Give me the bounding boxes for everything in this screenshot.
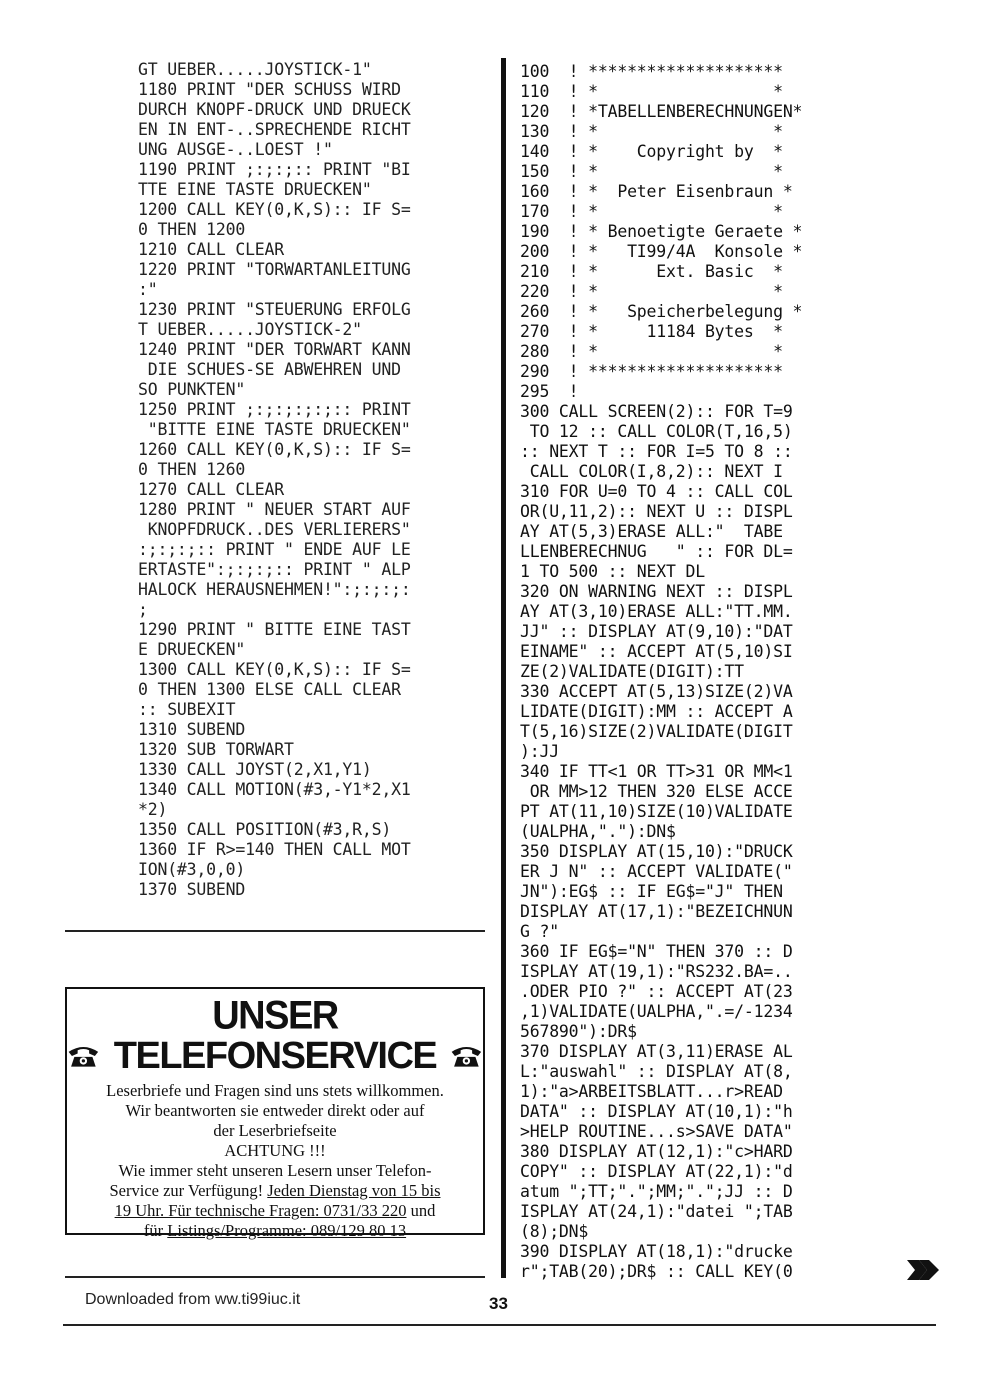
ad-title-row [67,1035,483,1077]
code-line: ISPLAY AT(24,1):"datei ";TAB [520,1202,793,1221]
ad-title-line1: UNSER [212,993,338,1039]
right-code-listing [520,62,880,1282]
ad-text-fragment: und [406,1201,436,1220]
code-line: 1220 PRINT "TORWARTANLEITUNG [138,260,411,279]
code-line: ,1)VALIDATE(UALPHA,".=/-1234 [520,1002,793,1021]
telephone-icon [67,1041,100,1071]
code-line: CALL COLOR(I,8,2):: NEXT I [520,462,783,481]
code-line: LLENBERECHNUG " :: FOR DL= [520,542,793,561]
ad-text-line: Wir beantworten sie entweder direkt oder auf [125,1101,425,1120]
code-line: ):JJ [520,742,559,761]
code-line: 390 DISPLAY AT(18,1):"drucke [520,1242,793,1261]
code-line: 1370 SUBEND [138,880,246,899]
code-line: SO PUNKTEN" [138,380,246,399]
code-line: 1350 CALL POSITION(#3,R,S) [138,820,392,839]
ad-text-line [67,1201,483,1221]
ad-technical-phone: 19 Uhr. Für technische Fragen: 0731/33 220 [114,1201,407,1220]
code-line: :" [138,280,158,299]
code-line: 1230 PRINT "STEUERUNG ERFOLG [138,300,411,319]
code-line: 140 ! * Copyright by * [520,142,783,161]
code-line: 1280 PRINT " NEUER START AUF [138,500,411,519]
ad-text-line: Wie immer steht unseren Lesern unser Telefon- [118,1161,432,1180]
code-line: DIE SCHUES-SE ABWEHREN UND [138,360,401,379]
code-line: 1210 CALL CLEAR [138,240,285,259]
code-line: 1340 CALL MOTION(#3,-Y1*2,X1 [138,780,411,799]
double-arrow-continue-icon [905,1258,941,1282]
code-line: 1260 CALL KEY(0,K,S):: IF S= [138,440,411,459]
code-line: 200 ! * TI99/4A Konsole * [520,242,803,261]
column-divider [501,58,506,1278]
code-line: 360 IF EG$="N" THEN 370 :: D [520,942,793,961]
ad-title-line2: TELEFONSERVICE [113,1035,437,1077]
code-line: DURCH KNOPF-DRUCK UND DRUECK [138,100,411,119]
footer-rule [63,1324,936,1326]
code-line: (8);DN$ [520,1222,589,1241]
code-line: 150 ! * * [520,162,783,181]
code-line: AY AT(3,10)ERASE ALL:"TT.MM. [520,602,793,621]
code-line: 1300 CALL KEY(0,K,S):: IF S= [138,660,411,679]
code-line: 340 IF TT<1 OR TT>31 OR MM<1 [520,762,793,781]
code-line: 1290 PRINT " BITTE EINE TAST [138,620,411,639]
code-line: 1180 PRINT "DER SCHUSS WIRD [138,80,401,99]
ad-text-line: der Leserbriefseite [213,1121,337,1140]
ad-listings-phone: Listings/Programme: 089/129 80 13 [167,1221,407,1240]
code-line: OR MM>12 THEN 320 ELSE ACCE [520,782,793,801]
ad-attention: ACHTUNG !!! [224,1141,326,1160]
code-line: ER J N" :: ACCEPT VALIDATE(" [520,862,793,881]
code-line: 300 CALL SCREEN(2):: FOR T=9 [520,402,793,421]
code-line: E DRUECKEN" [138,640,246,659]
code-line: L:"auswahl" :: DISPLAY AT(8, [520,1062,793,1081]
code-line: 370 DISPLAY AT(3,11)ERASE AL [520,1042,793,1061]
code-line: 1330 CALL JOYST(2,X1,Y1) [138,760,372,779]
ad-text-line [67,1181,483,1201]
code-line: :;:;:;:: PRINT " ENDE AUF LE [138,540,411,559]
code-line: 110 ! * * [520,82,783,101]
code-line: 1360 IF R>=140 THEN CALL MOT [138,840,411,859]
code-line: ION(#3,0,0) [138,860,246,879]
code-line: r";TAB(20);DR$ :: CALL KEY(0 [520,1262,793,1281]
code-line: 1200 CALL KEY(0,K,S):: IF S= [138,200,411,219]
code-line: 1270 CALL CLEAR [138,480,285,499]
code-line: >HELP ROUTINE...s>SAVE DATA" [520,1122,793,1141]
code-line: ; [138,600,148,619]
code-line: 350 DISPLAY AT(15,10):"DRUCK [520,842,793,861]
code-line: 380 DISPLAY AT(12,1):"c>HARD [520,1142,793,1161]
code-line: *2) [138,800,168,819]
code-line: :: NEXT T :: FOR I=5 TO 8 :: [520,442,793,461]
ad-text-line: Leserbriefe und Fragen sind uns stets willkommen. [106,1081,444,1100]
code-line: "BITTE EINE TASTE DRUECKEN" [138,420,411,439]
code-line: ERTASTE":;:;:;:: PRINT " ALP [138,560,411,579]
code-line: COPY" :: DISPLAY AT(22,1):"d [520,1162,793,1181]
code-line: LIDATE(DIGIT):MM :: ACCEPT A [520,702,793,721]
code-line: 170 ! * * [520,202,783,221]
code-line: ZE(2)VALIDATE(DIGIT):TT [520,662,744,681]
code-line: 280 ! * * [520,342,783,361]
code-line: 0 THEN 1300 ELSE CALL CLEAR [138,680,401,699]
code-line: 0 THEN 1260 [138,460,246,479]
ad-schedule: Jeden Dienstag von 15 bis [267,1181,441,1200]
code-line: JJ" :: DISPLAY AT(9,10):"DAT [520,622,793,641]
code-line: OR(U,11,2):: NEXT U :: DISPL [520,502,793,521]
code-line: 260 ! * Speicherbelegung * [520,302,803,321]
code-line: 220 ! * * [520,282,783,301]
code-line: 290 ! ******************** [520,362,783,381]
code-line: :: SUBEXIT [138,700,236,719]
code-line: HALOCK HERAUSNEHMEN!":;:;:;: [138,580,411,599]
code-line: EN IN ENT-..SPRECHENDE RICHT [138,120,411,139]
ad-text-line [67,1221,483,1241]
telefonservice-ad [65,987,485,1240]
code-line: 160 ! * Peter Eisenbraun * [520,182,793,201]
code-line: 100 ! ******************** [520,62,783,81]
code-line: 1 TO 500 :: NEXT DL [520,562,705,581]
code-line: GT UEBER.....JOYSTICK-1" [138,60,372,79]
code-line: 1250 PRINT ;:;:;:;:;:: PRINT [138,400,411,419]
code-line: 1190 PRINT ;:;:;:: PRINT "BI [138,160,411,179]
code-line: .ODER PIO ?" :: ACCEPT AT(23 [520,982,793,1001]
code-line: EINAME" :: ACCEPT AT(5,10)SI [520,642,793,661]
code-line: UNG AUSGE-..LOEST !" [138,140,333,159]
code-line: ISPLAY AT(19,1):"RS232.BA=.. [520,962,793,981]
left-code-listing [138,60,488,900]
code-line: JN"):EG$ :: IF EG$="J" THEN [520,882,783,901]
code-line: 190 ! * Benoetigte Geraete * [520,222,803,241]
code-line: 130 ! * * [520,122,783,141]
code-line: atum ";TT;".";MM;".";JJ :: D [520,1182,793,1201]
left-column-rule-top [65,930,485,932]
code-line: 210 ! * Ext. Basic * [520,262,783,281]
code-line: 567890"):DR$ [520,1022,637,1041]
code-line: 120 ! *TABELLENBERECHNUNGEN* [520,102,803,121]
code-line: G ?" [520,922,559,941]
code-line: DATA" :: DISPLAY AT(10,1):"h [520,1102,793,1121]
left-column-rule-bottom [65,1276,485,1278]
code-line: AY AT(5,3)ERASE ALL:" TABE [520,522,783,541]
code-line: 310 FOR U=0 TO 4 :: CALL COL [520,482,793,501]
code-line: 330 ACCEPT AT(5,13)SIZE(2)VA [520,682,793,701]
code-line: 1):"a>ARBEITSBLATT...r>READ [520,1082,783,1101]
code-line: 270 ! * 11184 Bytes * [520,322,783,341]
code-line: TTE EINE TASTE DRUECKEN" [138,180,372,199]
code-line: (UALPHA,"."):DN$ [520,822,676,841]
ad-text-fragment: Service zur Verfügung! [109,1181,268,1200]
code-line: T(5,16)SIZE(2)VALIDATE(DIGIT [520,722,793,741]
download-credit: Downloaded from ww.ti99iuc.it [85,1291,301,1308]
code-line: TO 12 :: CALL COLOR(T,16,5) [520,422,793,441]
code-line: DISPLAY AT(17,1):"BEZEICHNUN [520,902,793,921]
code-line: 295 ! [520,382,579,401]
code-line: 0 THEN 1200 [138,220,246,239]
code-line: PT AT(11,10)SIZE(10)VALIDATE [520,802,793,821]
code-line: 1320 SUB TORWART [138,740,294,759]
code-line: 320 ON WARNING NEXT :: DISPL [520,582,793,601]
telephone-icon [450,1041,483,1071]
code-line: T UEBER.....JOYSTICK-2" [138,320,362,339]
code-line: 1240 PRINT "DER TORWART KANN [138,340,411,359]
code-line: 1310 SUBEND [138,720,246,739]
page-number: 33 [489,1294,508,1313]
ad-text-fragment: für [143,1221,168,1240]
code-line: KNOPFDRUCK..DES VERLIERERS" [138,520,411,539]
